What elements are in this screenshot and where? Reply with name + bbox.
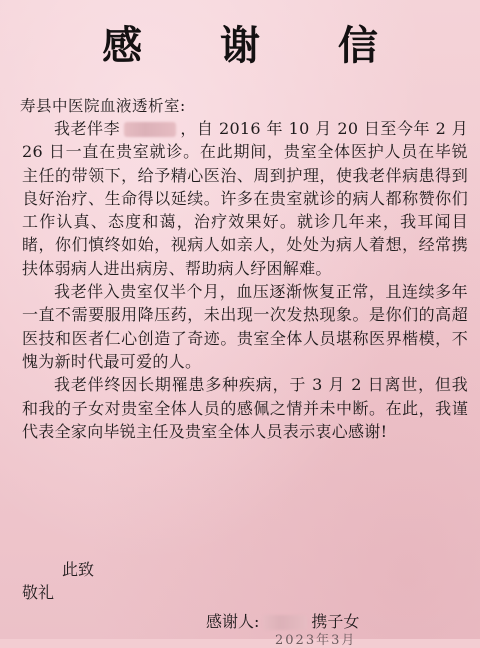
regards: 敬礼: [22, 583, 55, 602]
redacted-name: [124, 122, 176, 137]
paragraph-2: 我老伴入贵室仅半个月，血压逐渐恢复正常，且连续多年一直不需要服用降压药，未出现一次发热现象。是你们的高超医技和医者仁心创造了奇迹。贵室全体人员堪称医界楷模，不愧为新时代最可爱的人。: [22, 282, 468, 371]
letter-date: 2023年3月: [275, 633, 357, 648]
letter-title: 感 谢 信: [102, 22, 410, 69]
paragraph-1-rest: ，自 2016 年 10 月 20 日至今年 2 月 26 日一直在贵室就诊。在此期间，贵室全体医护人员在毕锐主任的带领下，给予精心医治、周到护理，使我老伴病患得到良好治疗、生命得以延续。许多在贵室就诊的病人都称赞你们工作认真、态度和蔼，治疗效果好。就诊几年来，我耳闻目睹，你们慎终如始，视病人如亲人，处处为病人着想，经常携扶体弱病人进出病房、帮助病人纾困解难。: [22, 119, 468, 278]
paragraph-1: [22, 117, 468, 280]
redacted-signer: [263, 615, 307, 630]
closing: 此致: [62, 560, 95, 579]
signature-suffix: 携子女: [311, 612, 360, 631]
paragraph-3: 我老伴终因长期罹患多种疾病，于 3 月 2 日离世，但我和我的子女对贵室全体人员的感佩之情并未中断。在此，我谨代表全家向毕锐主任及贵室全体人员表示衷心感谢!: [22, 375, 468, 441]
signature-label: 感谢人:: [206, 612, 260, 631]
letter-body: [22, 117, 468, 443]
paragraph-1-start: 我老伴李: [54, 119, 121, 138]
salutation: 寿县中医院血液透析室:: [20, 97, 186, 115]
